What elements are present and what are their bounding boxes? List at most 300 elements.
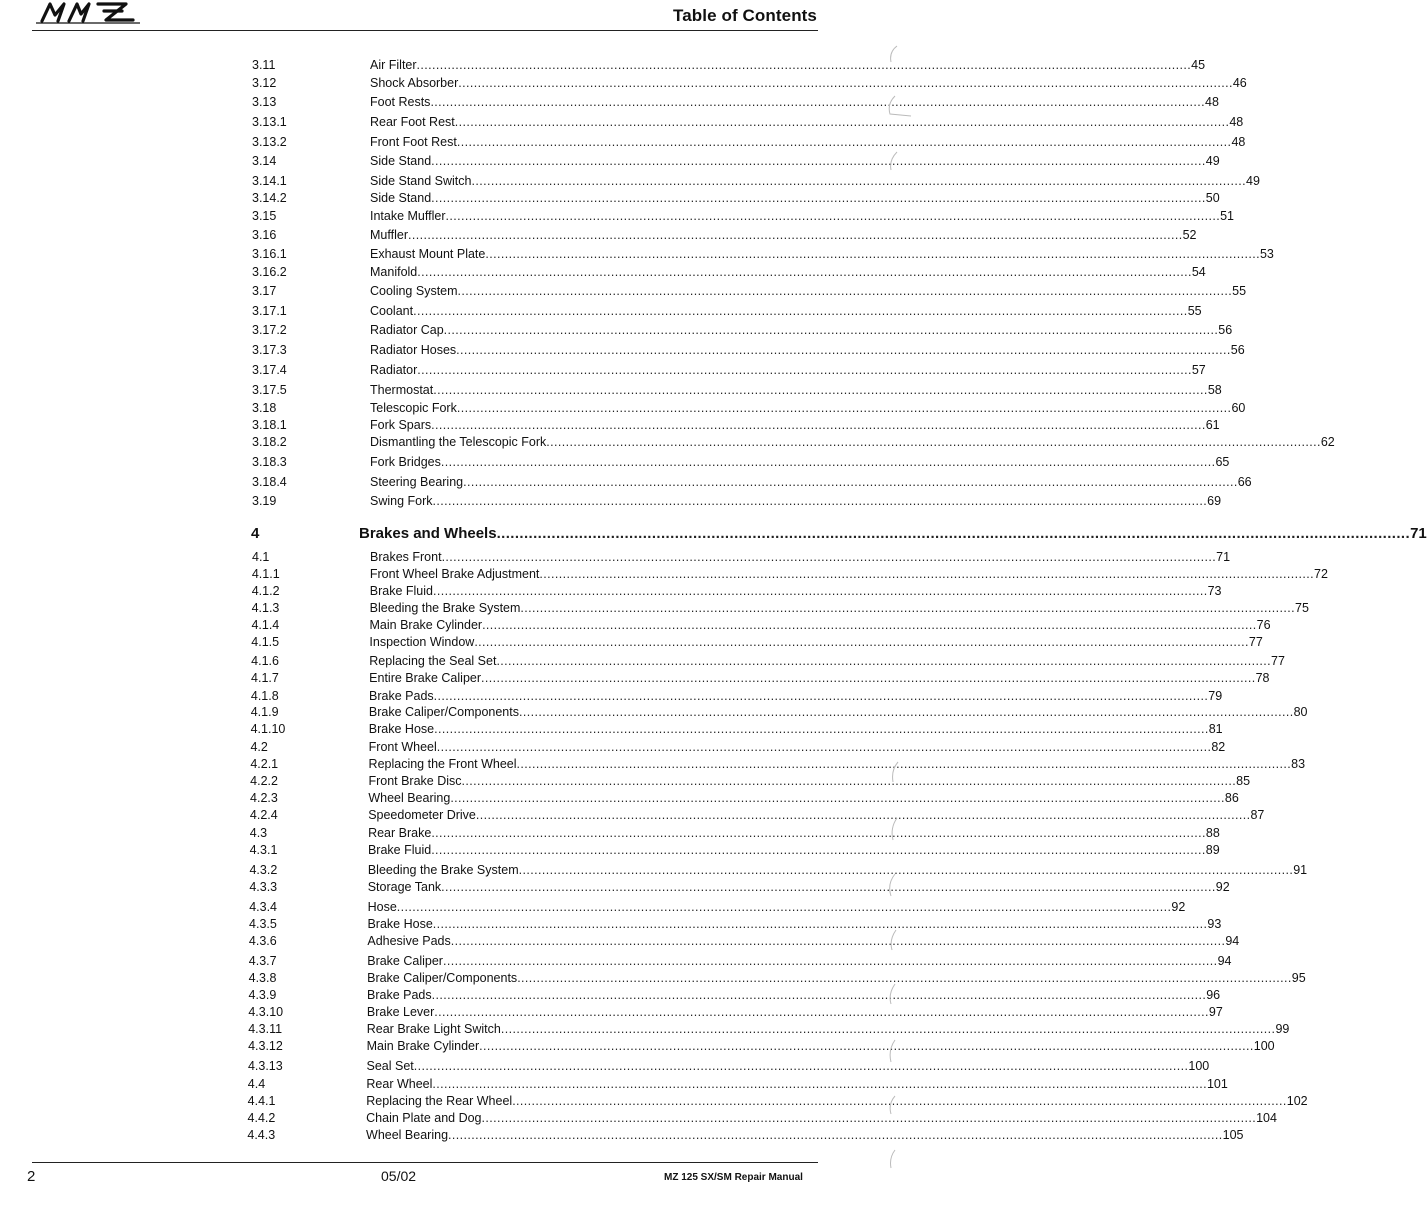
toc-row <box>0 634 1263 650</box>
toc-leader-dots: ........................................................................................................................................................................................................ <box>413 1059 1189 1073</box>
toc-entry-title: Cooling System <box>370 284 458 298</box>
toc-entry <box>369 600 1309 616</box>
toc-page-number: 71 <box>1216 550 1231 564</box>
toc-entry-title: Rear Wheel <box>366 1077 433 1091</box>
toc-section-number: 4.1.8 <box>250 689 279 703</box>
toc-leader-dots: ........................................................................................................................................................................................................ <box>413 304 1188 318</box>
toc-leader-dots: ........................................................................................................................................................................................................ <box>434 1005 1209 1019</box>
toc-entry <box>368 756 1306 772</box>
toc-page-number: 94 <box>1217 954 1232 968</box>
toc-row <box>0 879 1230 895</box>
toc-entry-title: Storage Tank <box>367 880 442 894</box>
toc-entry-title: Rear Foot Rest <box>370 115 455 129</box>
toc-entry-title: Replacing the Rear Wheel <box>366 1094 513 1108</box>
toc-leader-dots: ........................................................................................................................................................................................................ <box>482 618 1257 632</box>
toc-row <box>0 474 1252 490</box>
toc-page-number: 50 <box>1205 191 1220 205</box>
toc-leader-dots: ........................................................................................................................................................................................................ <box>546 435 1321 449</box>
toc-page-number: 86 <box>1224 791 1239 805</box>
toc-section-number: 4.1.1 <box>251 567 280 581</box>
toc-entry <box>369 670 1270 686</box>
toc-leader-dots: ........................................................................................................................................................................................................ <box>431 826 1206 840</box>
toc-section-number: 4.3.13 <box>247 1059 283 1073</box>
toc-chapter-row <box>0 524 1427 544</box>
toc-leader-dots: ........................................................................................................................................................................................................ <box>432 1077 1207 1091</box>
toc-entry-title: Entire Brake Caliper <box>369 671 482 685</box>
toc-page-number: 48 <box>1229 115 1244 129</box>
toc-entry <box>368 721 1223 737</box>
toc-entry-title: Brakes and Wheels <box>359 525 497 542</box>
toc-page-number: 48 <box>1231 135 1246 149</box>
toc-section-number: 4.1.10 <box>250 722 286 736</box>
toc-page-number: 55 <box>1232 284 1247 298</box>
toc-row <box>0 57 1206 73</box>
toc-entry <box>370 400 1246 416</box>
toc-section-number: 3.18.4 <box>252 475 287 489</box>
toc-page-number: 48 <box>1205 95 1219 109</box>
toc-page-number: 49 <box>1205 154 1220 168</box>
toc-entry <box>367 953 1232 969</box>
footer-date: 05/02 <box>381 1168 417 1184</box>
toc-leader-dots: ........................................................................................................................................................................................................ <box>431 191 1206 205</box>
toc-section-number: 3.16.1 <box>252 247 287 261</box>
toc-entry <box>368 825 1220 841</box>
toc-section-number: 4.3.1 <box>249 843 278 857</box>
toc-entry-title: Intake Muffler <box>370 209 446 223</box>
toc-row <box>0 94 1219 110</box>
toc-entry <box>369 634 1263 650</box>
toc-entry-title: Replacing the Front Wheel <box>368 757 517 771</box>
toc-section-number: 3.16.2 <box>252 265 287 279</box>
toc-row <box>0 899 1186 915</box>
toc-entry <box>370 322 1233 338</box>
toc-entry-title: Radiator Hoses <box>370 343 457 357</box>
toc-entry-title: Brake Pads <box>369 689 434 703</box>
toc-page-number: 89 <box>1205 843 1220 857</box>
toc-leader-dots: ........................................................................................................................................................................................................ <box>436 740 1212 754</box>
toc-entry <box>370 283 1247 299</box>
toc-leader-dots: ........................................................................................................................................................................................................ <box>456 401 1232 415</box>
toc-page-number: 104 <box>1256 1111 1277 1125</box>
toc-entry <box>367 970 1306 986</box>
toc-row <box>0 842 1220 858</box>
toc-page-number: 51 <box>1220 209 1235 223</box>
toc-section-number: 3.17 <box>252 284 277 298</box>
toc-row <box>0 653 1285 669</box>
toc-page-number: 105 <box>1222 1128 1244 1142</box>
toc-row <box>0 342 1245 358</box>
toc-leader-dots: ........................................................................................................................................................................................................ <box>442 954 1218 968</box>
toc-section-number: 3.17.5 <box>252 383 287 397</box>
toc-section-number: 4.4.1 <box>247 1094 276 1108</box>
toc-page-number: 56 <box>1230 343 1245 357</box>
toc-entry-title: Shock Absorber <box>370 76 459 90</box>
toc-entry-title: Swing Fork <box>370 494 433 508</box>
toc-entry-title: Radiator Cap <box>370 323 444 337</box>
toc-section-number: 4.3.9 <box>248 988 277 1002</box>
toc-entry <box>367 933 1240 949</box>
toc-row <box>0 246 1274 262</box>
page-title: Table of Contents <box>673 6 817 25</box>
toc-section-number: 3.17.4 <box>252 363 287 377</box>
toc-row <box>0 190 1220 206</box>
toc-leader-dots: ........................................................................................................................................................................................................ <box>517 971 1292 985</box>
toc-row <box>0 382 1222 398</box>
toc-entry <box>366 1058 1210 1074</box>
toc-leader-dots: ........................................................................................................................................................................................................ <box>445 209 1221 223</box>
toc-section-number: 3.17.3 <box>252 343 287 357</box>
toc-page-number: 75 <box>1295 601 1309 615</box>
toc-page-number: 102 <box>1286 1094 1308 1108</box>
toc-entry <box>369 583 1222 599</box>
toc-section-number: 4.4 <box>247 1077 266 1091</box>
toc-leader-dots: ........................................................................................................................................................................................................ <box>433 689 1209 703</box>
toc-entry <box>359 524 1427 544</box>
toc-page-number: 94 <box>1225 934 1240 948</box>
toc-entry <box>369 653 1285 669</box>
toc-section-number: 3.16 <box>252 228 277 242</box>
toc-leader-dots: ........................................................................................................................................................................................................ <box>430 95 1206 109</box>
toc-row <box>0 617 1271 633</box>
toc-row <box>0 583 1222 599</box>
toc-row <box>0 600 1309 616</box>
toc-entry <box>370 303 1202 319</box>
toc-row <box>0 362 1206 378</box>
toc-row <box>0 549 1231 565</box>
toc-entry-title: Brake Hose <box>368 722 435 736</box>
toc-row <box>0 454 1230 470</box>
footer-rule <box>32 1162 818 1163</box>
toc-leader-dots: ........................................................................................................................................................................................................ <box>417 265 1192 279</box>
toc-section-number: 4.2.2 <box>250 774 278 788</box>
toc-entry <box>370 417 1220 433</box>
toc-entry <box>366 1004 1223 1020</box>
toc-leader-dots: ........................................................................................................................................................................................................ <box>518 705 1294 719</box>
toc-page-number: 96 <box>1206 988 1221 1002</box>
toc-section-number: 3.18 <box>252 401 277 415</box>
toc-entry <box>369 688 1223 704</box>
toc-row <box>0 807 1265 823</box>
toc-entry-title: Side Stand <box>370 191 432 205</box>
toc-entry-title: Dismantling the Telescopic Fork <box>370 435 547 449</box>
toc-page-number: 65 <box>1215 455 1230 469</box>
toc-leader-dots: ........................................................................................................................................................................................................ <box>454 115 1230 129</box>
toc-entry <box>369 617 1271 633</box>
toc-page-number: 88 <box>1205 826 1220 840</box>
toc-row <box>0 566 1328 582</box>
toc-row <box>0 1076 1228 1092</box>
toc-row <box>0 1110 1277 1126</box>
toc-page-number: 87 <box>1250 808 1265 822</box>
toc-leader-dots: ........................................................................................................................................................................................................ <box>431 843 1206 857</box>
toc-entry <box>366 1038 1275 1054</box>
toc-leader-dots: ........................................................................................................................................................................................................ <box>433 383 1208 397</box>
toc-entry-title: Brake Lever <box>366 1005 435 1019</box>
toc-page-number: 66 <box>1237 475 1252 489</box>
toc-entry-title: Adhesive Pads <box>367 934 451 948</box>
toc-page-number: 49 <box>1246 174 1260 188</box>
toc-entry-title: Fork Spars <box>370 418 432 432</box>
toc-row <box>0 134 1246 150</box>
toc-entry-title: Exhaust Mount Plate <box>370 247 486 261</box>
toc-page-number: 57 <box>1191 363 1206 377</box>
toc-leader-dots: ........................................................................................................................................................................................................ <box>457 284 1233 298</box>
toc-entry-title: Brake Caliper/Components <box>367 971 518 985</box>
toc-leader-dots: ........................................................................................................................................................................................................ <box>431 418 1206 432</box>
toc-entry <box>367 899 1186 915</box>
toc-section-number: 3.19 <box>252 494 277 508</box>
toc-row <box>0 1004 1223 1020</box>
toc-section-number: 4.3.7 <box>248 954 277 968</box>
toc-entry-title: Wheel Bearing <box>368 791 451 805</box>
toc-row <box>0 1021 1290 1037</box>
toc-leader-dots: ........................................................................................................................................................................................................ <box>496 654 1272 668</box>
toc-row <box>0 1127 1244 1143</box>
toc-leader-dots: ........................................................................................................................................................................................................ <box>516 757 1292 771</box>
toc-section-number: 4.2 <box>250 740 268 754</box>
toc-page-number: 80 <box>1293 705 1308 719</box>
toc-entry <box>368 790 1239 806</box>
toc-entry-title: Brake Caliper/Components <box>368 705 519 719</box>
toc-leader-dots: ........................................................................................................................................................................................................ <box>471 174 1247 188</box>
toc-entry <box>370 153 1220 169</box>
toc-entry <box>367 862 1308 878</box>
toc-row <box>0 1038 1275 1054</box>
toc-page-number: 45 <box>1191 58 1206 72</box>
toc-entry <box>370 114 1244 130</box>
toc-section-number: 4.2.3 <box>250 791 278 805</box>
toc-entry-title: Rear Brake <box>368 826 432 840</box>
toc-row <box>0 227 1197 243</box>
toc-page-number: 72 <box>1314 567 1328 581</box>
toc-section-number: 3.17.2 <box>252 323 287 337</box>
toc-leader-dots: ........................................................................................................................................................................................................ <box>432 917 1208 931</box>
toc-row <box>0 1058 1210 1074</box>
toc-leader-dots: ........................................................................................................................................................................................................ <box>407 228 1183 242</box>
toc-entry <box>368 807 1265 823</box>
toc-section-number: 3.17.1 <box>252 304 287 318</box>
toc-row <box>0 790 1239 806</box>
toc-section-number: 3.13.1 <box>252 115 287 129</box>
toc-entry-title: Brake Pads <box>367 988 432 1002</box>
toc-page-number: 60 <box>1231 401 1246 415</box>
toc-page-number: 78 <box>1255 671 1270 685</box>
toc-section-number: 4.1.7 <box>251 671 279 685</box>
toc-page-number: 52 <box>1182 228 1197 242</box>
toc-row <box>0 75 1247 91</box>
toc-section-number: 4.3.8 <box>248 971 277 985</box>
toc-section-number: 3.12 <box>252 76 277 90</box>
toc-section-number: 4.3.10 <box>248 1005 284 1019</box>
toc-section-number: 3.18.3 <box>252 455 287 469</box>
toc-page-number: 77 <box>1271 654 1285 668</box>
toc-page-number: 62 <box>1320 435 1335 449</box>
toc-leader-dots: ........................................................................................................................................................................................................ <box>512 1094 1287 1108</box>
toc-section-number: 4.3 <box>249 826 268 840</box>
toc-entry-title: Brake Fluid <box>369 584 433 598</box>
toc-page-number: 95 <box>1291 971 1306 985</box>
toc-section-number: 3.14.2 <box>252 191 287 205</box>
toc-leader-dots: ........................................................................................................................................................................................................ <box>518 863 1294 877</box>
toc-entry-title: Front Wheel <box>368 740 437 754</box>
toc-leader-dots: ........................................................................................................................................................................................................ <box>416 58 1192 72</box>
toc-page-number: 97 <box>1208 1005 1223 1019</box>
toc-page-number: 93 <box>1207 917 1222 931</box>
toc-entry-title: Thermostat <box>370 383 434 397</box>
toc-leader-dots: ........................................................................................................................................................................................................ <box>481 671 1256 685</box>
toc-section-number: 3.18.1 <box>252 418 287 432</box>
toc-entry-title: Inspection Window <box>369 635 475 649</box>
toc-row <box>0 670 1270 686</box>
toc-row <box>0 173 1260 189</box>
toc-entry-title: Steering Bearing <box>370 475 464 489</box>
toc-entry <box>370 94 1219 110</box>
toc-entry <box>370 382 1222 398</box>
footer-manual-name: MZ 125 SX/SM Repair Manual <box>664 1172 803 1183</box>
toc-section-number: 4.3.11 <box>248 1022 283 1036</box>
toc-section-number: 4.1.5 <box>251 635 280 649</box>
toc-page-number: 58 <box>1207 383 1222 397</box>
toc-section-number: 4.2.1 <box>250 757 279 771</box>
toc-leader-dots: ........................................................................................................................................................................................................ <box>443 323 1219 337</box>
toc-section-number: 4.2.4 <box>249 808 278 822</box>
toc-entry <box>370 342 1245 358</box>
toc-entry <box>370 75 1247 91</box>
toc-page-number: 100 <box>1188 1059 1210 1073</box>
toc-leader-dots: ........................................................................................................................................................................................................ <box>450 934 1226 948</box>
toc-page-number: 76 <box>1256 618 1271 632</box>
toc-page-number: 81 <box>1208 722 1223 736</box>
toc-entry <box>367 987 1221 1003</box>
toc-entry <box>366 1093 1308 1109</box>
toc-page-number: 91 <box>1293 863 1308 877</box>
toc-page-number: 99 <box>1275 1022 1290 1036</box>
toc-row <box>0 283 1247 299</box>
toc-leader-dots: ........................................................................................................................................................................................................ <box>441 550 1217 564</box>
toc-page-number: 53 <box>1259 247 1274 261</box>
toc-entry <box>367 842 1220 858</box>
toc-entry-title: Replacing the Seal Set <box>369 654 497 668</box>
toc-row <box>0 825 1220 841</box>
toc-section-number: 4.1.2 <box>251 584 280 598</box>
toc-row <box>0 916 1222 932</box>
toc-entry-title: Bleeding the Brake System <box>369 601 521 615</box>
toc-section-number: 4.3.4 <box>249 900 277 914</box>
toc-leader-dots: ........................................................................................................................................................................................................ <box>396 900 1172 914</box>
toc-page-number: 85 <box>1236 774 1251 788</box>
toc-row <box>0 739 1226 755</box>
toc-page-number: 83 <box>1291 757 1306 771</box>
toc-page-number: 54 <box>1191 265 1206 279</box>
toc-page-number: 61 <box>1205 418 1220 432</box>
toc-row <box>0 1093 1308 1109</box>
toc-row <box>0 400 1246 416</box>
toc-entry-title: Foot Rests <box>370 95 431 109</box>
toc-row <box>0 953 1232 969</box>
toc-entry-title: Main Brake Cylinder <box>369 618 483 632</box>
toc-page-number: 46 <box>1232 76 1247 90</box>
toc-leader-dots: ........................................................................................................................................................................................................ <box>431 154 1206 168</box>
toc-page-number: 77 <box>1248 635 1263 649</box>
toc-leader-dots: ........................................................................................................................................................................................................ <box>481 1111 1257 1125</box>
toc-entry-title: Wheel Bearing <box>366 1128 449 1142</box>
toc-entry-title: Fork Bridges <box>370 455 441 469</box>
toc-section-number: 4.1.4 <box>251 618 280 632</box>
toc-section-number: 3.14.1 <box>252 174 287 188</box>
toc-page-number: 55 <box>1187 304 1202 318</box>
toc-row <box>0 153 1220 169</box>
toc-row <box>0 756 1306 772</box>
toc-leader-dots: ........................................................................................................................................................................................................ <box>448 1128 1223 1142</box>
toc-leader-dots: ........................................................................................................................................................................................................ <box>496 525 1411 542</box>
toc-entry-title: Muffler <box>370 228 408 242</box>
toc-leader-dots: ........................................................................................................................................................................................................ <box>475 808 1251 822</box>
toc-section-number: 4.3.3 <box>249 880 278 894</box>
toc-section-number: 4.3.6 <box>248 934 277 948</box>
toc-entry-title: Hose <box>367 900 397 914</box>
toc-entry-title: Coolant <box>370 304 414 318</box>
toc-entry-title: Telescopic Fork <box>370 401 457 415</box>
toc-section-number: 4.3.12 <box>248 1039 283 1053</box>
toc-leader-dots: ........................................................................................................................................................................................................ <box>485 247 1260 261</box>
toc-page-number: 92 <box>1215 880 1230 894</box>
toc-page-number: 79 <box>1208 689 1223 703</box>
toc-row <box>0 704 1308 720</box>
toc-row <box>0 721 1223 737</box>
toc-row <box>0 862 1308 878</box>
toc-row <box>0 493 1222 509</box>
toc-leader-dots: ........................................................................................................................................................................................................ <box>479 1039 1254 1053</box>
toc-section-number: 4.1.3 <box>251 601 280 615</box>
toc-leader-dots: ........................................................................................................................................................................................................ <box>474 635 1249 649</box>
toc-entry-title: Brake Fluid <box>367 843 432 857</box>
toc-section-number: 4.1 <box>252 550 270 564</box>
toc-leader-dots: ........................................................................................................................................................................................................ <box>456 135 1232 149</box>
toc-leader-dots: ........................................................................................................................................................................................................ <box>500 1022 1276 1036</box>
toc-entry <box>370 208 1235 224</box>
toc-entry <box>370 134 1246 150</box>
toc-entry-title: Side Stand Switch <box>370 174 472 188</box>
toc-leader-dots: ........................................................................................................................................................................................................ <box>463 475 1238 489</box>
toc-leader-dots: ........................................................................................................................................................................................................ <box>431 988 1207 1002</box>
toc-section-number: 3.15 <box>252 209 277 223</box>
toc-leader-dots: ........................................................................................................................................................................................................ <box>450 791 1225 805</box>
toc-entry <box>370 474 1252 490</box>
toc-row <box>0 264 1206 280</box>
toc-entry-title: Brakes Front <box>370 550 442 564</box>
toc-entry <box>366 1021 1290 1037</box>
toc-entry <box>368 739 1226 755</box>
toc-entry-title: Side Stand <box>370 154 432 168</box>
toc-page-number: 73 <box>1207 584 1222 598</box>
toc-section-number: 4 <box>251 525 260 542</box>
toc-entry-title: Front Foot Rest <box>370 135 457 149</box>
toc-leader-dots: ........................................................................................................................................................................................................ <box>417 363 1192 377</box>
toc-row <box>0 322 1233 338</box>
toc-entry-title: Brake Hose <box>367 917 433 931</box>
toc-entry <box>370 454 1230 470</box>
toc-section-number: 4.1.9 <box>250 705 279 719</box>
toc-leader-dots: ........................................................................................................................................................................................................ <box>456 343 1231 357</box>
toc-section-number: 4.1.6 <box>251 654 279 668</box>
toc-page-number: 69 <box>1207 494 1222 508</box>
toc-row <box>0 970 1306 986</box>
toc-section-number: 4.3.5 <box>249 917 277 931</box>
toc-entry <box>370 57 1206 73</box>
toc-leader-dots: ........................................................................................................................................................................................................ <box>432 584 1208 598</box>
toc-entry <box>366 1127 1244 1143</box>
toc-row <box>0 114 1244 130</box>
